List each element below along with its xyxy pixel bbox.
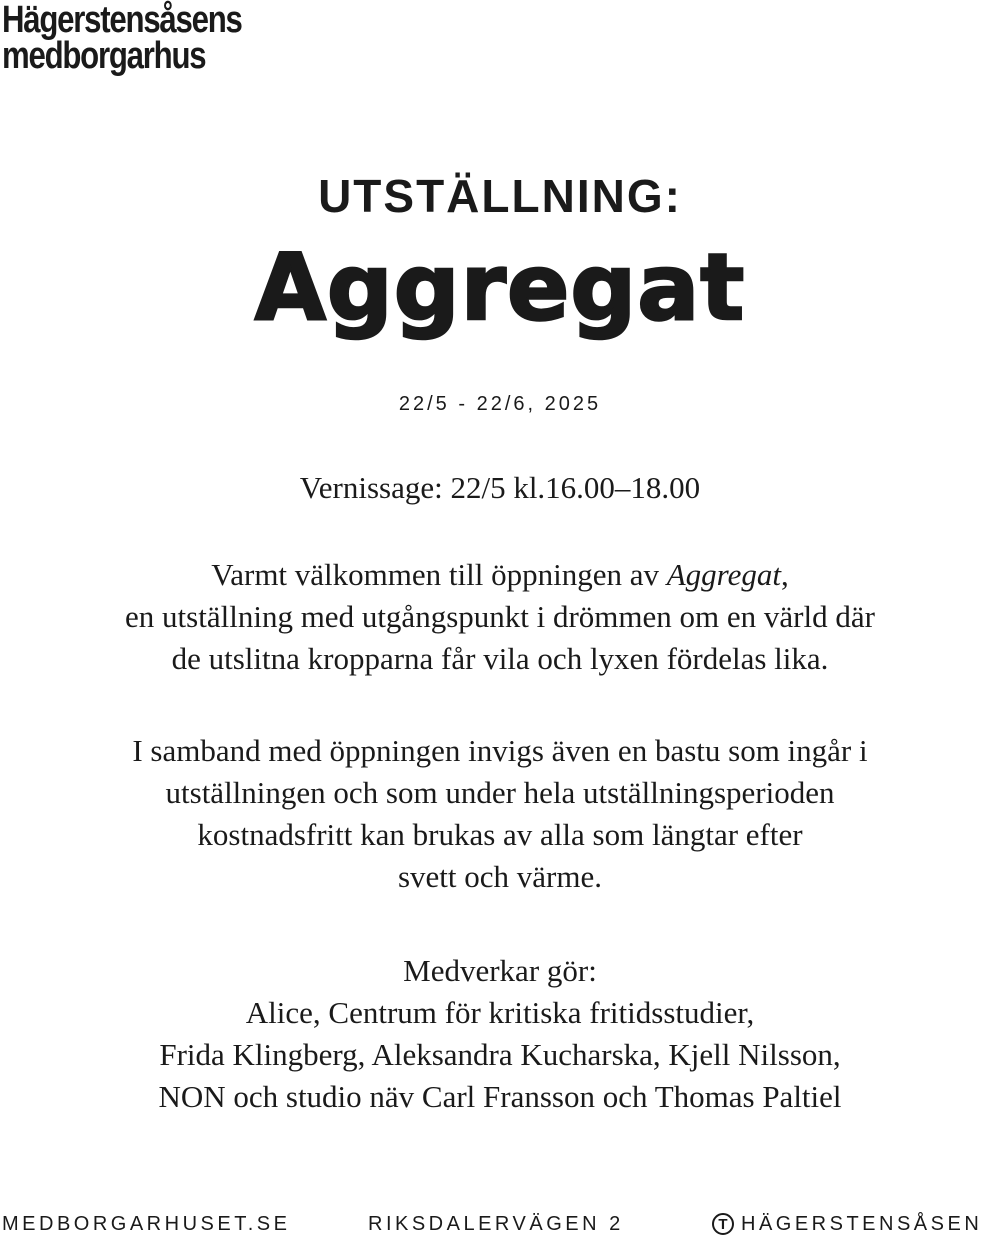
subway-t-icon: T (712, 1213, 734, 1235)
credits-heading: Medverkar gör: (403, 953, 597, 988)
exhibition-dates: 22/5 - 22/6, 2025 (398, 393, 602, 415)
footer-address: RIKSDALERVÄGEN 2 (368, 1213, 624, 1235)
logo-line-2: medborgarhus (2, 35, 206, 77)
intro-line-1-text: Varmt välkommen till öppningen av (211, 557, 667, 592)
footer-station (712, 1207, 982, 1241)
footer-station-name: HÄGERSTENSÅSEN (741, 1213, 983, 1235)
sauna-line-3: kostnadsfritt kan brukas av alla som längtar efter (197, 817, 803, 852)
exhibition-kicker: UTSTÄLLNING: (318, 170, 682, 222)
credits-line-2: Frida Klingberg, Aleksandra Kucharska, Kjell Nilsson, (159, 1037, 841, 1072)
intro-line-1-comma: , (780, 557, 789, 592)
vernissage-info: Vernissage: 22/5 kl.16.00–18.00 (299, 470, 701, 505)
exhibition-title: Aggregat (254, 234, 746, 341)
logo-line-1: Hägerstensåsens (2, 0, 242, 41)
credits-paragraph (0, 950, 1000, 1118)
footer-website: MEDBORGARHUSET.SE (2, 1213, 291, 1235)
intro-line-1 (0, 554, 1000, 596)
intro-title-italic: Aggregat (666, 557, 781, 592)
sauna-line-1: I samband med öppningen invigs även en bastu som ingår i (132, 733, 868, 768)
intro-paragraph (0, 554, 1000, 680)
intro-line-2: en utställning med utgångspunkt i drömmen om en värld där (125, 599, 875, 634)
sauna-line-4: svett och värme. (397, 859, 602, 894)
organization-logo (2, 0, 242, 77)
credits-line-3: NON och studio näv Carl Fransson och Thomas Paltiel (158, 1079, 842, 1114)
sauna-paragraph (0, 730, 1000, 898)
sauna-line-2: utställningen och som under hela utställningsperioden (165, 775, 835, 810)
footer (0, 1207, 1000, 1241)
credits-line-1: Alice, Centrum för kritiska fritidsstudier, (245, 995, 755, 1030)
intro-line-3: de utslitna kropparna får vila och lyxen fördelas lika. (171, 641, 829, 676)
